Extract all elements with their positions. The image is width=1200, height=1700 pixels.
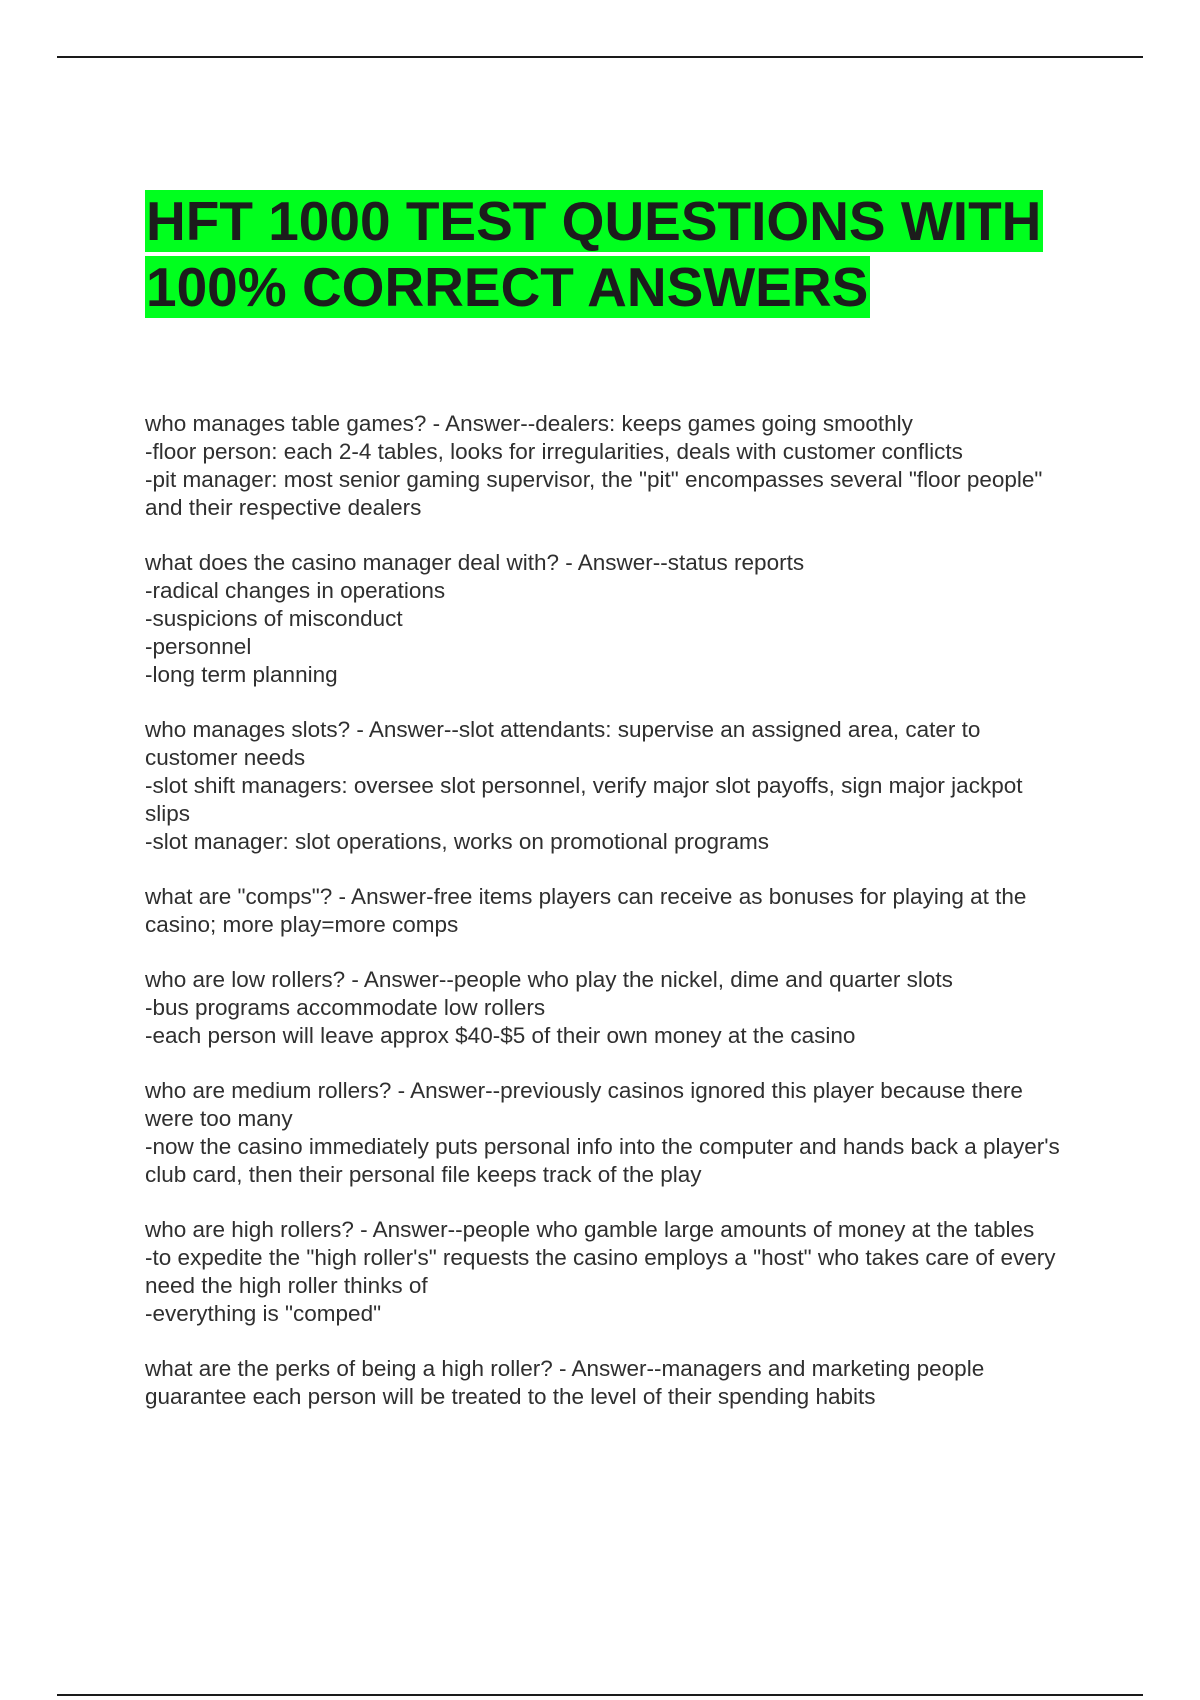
question-answer-text: who are high rollers? - Answer--people who gamble large amounts of money at the tables (145, 1217, 1035, 1242)
qa-item (145, 883, 1065, 939)
qa-item (145, 966, 1065, 1050)
answer-detail-line: -now the casino immediately puts personal info into the computer and hands back a player's club card, then their personal file keeps track of the play (145, 1134, 1060, 1187)
answer-detail-line: -personnel (145, 634, 252, 659)
answer-detail-line: -each person will leave approx $40-$5 of their own money at the casino (145, 1023, 856, 1048)
qa-list (145, 410, 1065, 1438)
title-line-1: HFT 1000 TEST QUESTIONS WITH (146, 190, 1042, 252)
answer-detail-line: -radical changes in operations (145, 578, 446, 603)
top-rule (57, 56, 1143, 58)
question-answer-text: who are medium rollers? - Answer--previously casinos ignored this player because there were too many (145, 1078, 1023, 1131)
answer-detail-line: -slot shift managers: oversee slot personnel, verify major slot payoffs, sign major jackpot slips (145, 773, 1023, 826)
qa-item (145, 1355, 1065, 1411)
question-answer-text: what does the casino manager deal with? - Answer--status reports (145, 550, 805, 575)
title-line-2: 100% CORRECT ANSWERS (146, 256, 869, 318)
answer-detail-line: -slot manager: slot operations, works on promotional programs (145, 829, 770, 854)
question-answer-text: what are the perks of being a high roller? - Answer--managers and marketing people guarantee each person will be treated to the level of their spending habits (145, 1356, 985, 1409)
answer-detail-line: -bus programs accommodate low rollers (145, 995, 546, 1020)
answer-detail-line: -pit manager: most senior gaming supervisor, the "pit" encompasses several "floor people" and their respective dealers (145, 467, 1043, 520)
bottom-rule (57, 1694, 1143, 1696)
answer-detail-line: -suspicions of misconduct (145, 606, 403, 631)
qa-item (145, 1216, 1065, 1328)
question-answer-text: who manages slots? - Answer--slot attendants: supervise an assigned area, cater to customer needs (145, 717, 981, 770)
qa-item (145, 549, 1065, 689)
document-title (145, 188, 1075, 320)
qa-item (145, 716, 1065, 856)
answer-detail-line: -floor person: each 2-4 tables, looks for irregularities, deals with customer conflicts (145, 439, 963, 464)
answer-detail-line: -long term planning (145, 662, 338, 687)
question-answer-text: who are low rollers? - Answer--people who play the nickel, dime and quarter slots (145, 967, 953, 992)
question-answer-text: what are "comps"? - Answer-free items players can receive as bonuses for playing at the casino; more play=more comps (145, 884, 1027, 937)
qa-item (145, 410, 1065, 522)
qa-item (145, 1077, 1065, 1189)
answer-detail-line: -to expedite the "high roller's" requests the casino employs a "host" who takes care of every need the high roller thinks of (145, 1245, 1056, 1298)
answer-detail-line: -everything is "comped" (145, 1301, 382, 1326)
question-answer-text: who manages table games? - Answer--dealers: keeps games going smoothly (145, 411, 913, 436)
